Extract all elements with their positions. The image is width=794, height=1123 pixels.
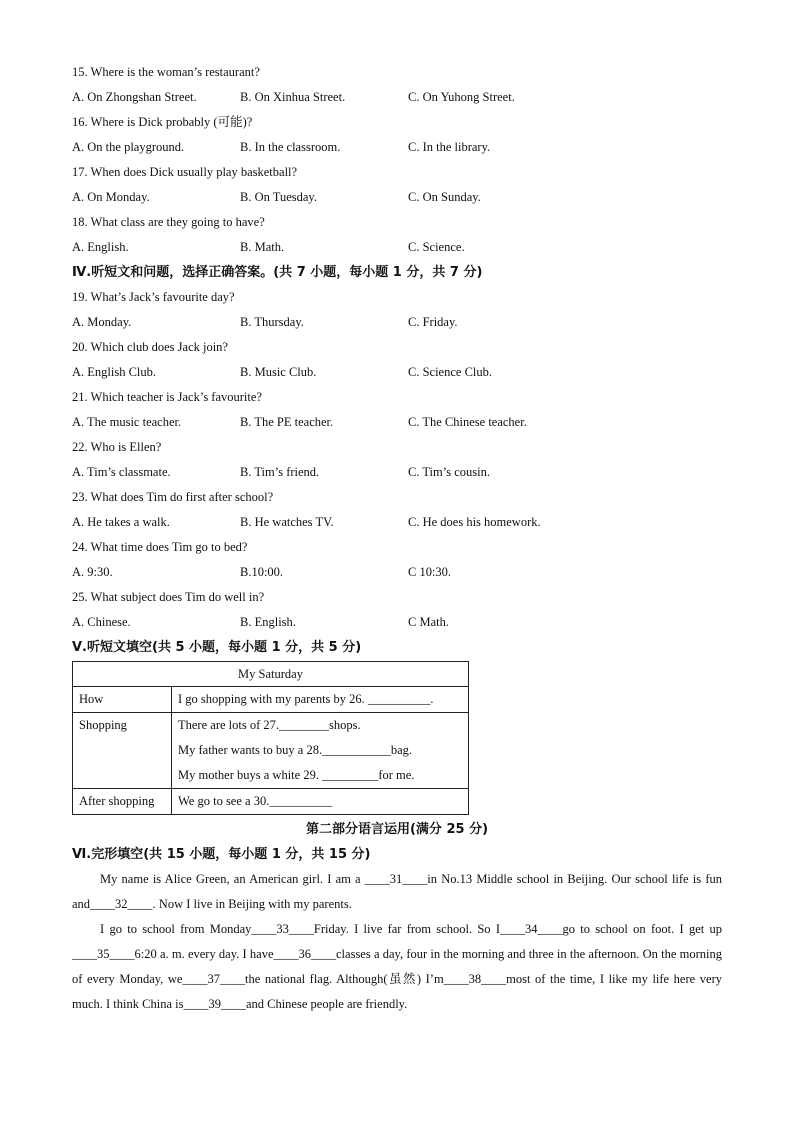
section4-questions	[72, 285, 722, 635]
options-23	[72, 510, 722, 535]
shopping-line-28: My father wants to buy a 28.___________bag.	[178, 743, 412, 757]
option-a: A. Monday.	[72, 315, 132, 329]
after-shopping-text: We go to see a 30.__________	[178, 794, 332, 808]
option-b: B.10:00.	[240, 565, 284, 579]
cloze-paragraph-1: My name is Alice Green, an American girl. I am a ____31____in No.13 Middle school in Beijing. Our school life is fun and____32____. Now I live in Beijing with my parents.	[72, 872, 722, 911]
options-19	[72, 310, 722, 335]
option-c: C. On Yuhong Street.	[408, 90, 515, 104]
option-c: C. Tim’s cousin.	[408, 465, 490, 479]
option-c: C. Science Club.	[408, 365, 493, 379]
option-c: C 10:30.	[408, 565, 452, 579]
section4-heading: Ⅳ.听短文和问题，选择正确答案。(共 7 小题，每小题 1 分，共 7 分)	[72, 265, 483, 280]
option-b: B. On Xinhua Street.	[240, 90, 346, 104]
cloze-paragraph-2: I go to school from Monday____33____Friday. I live far from school. So I____34____go to school on foot. I get up ____35____6:20 a. m. every day. I have____36____classes a day, four in the morning and three in the afternoon. On the morning of every Monday, we____37____the national flag. Although(虽然) I’m____38____most of the time, I like my life here very much. I think China is____39____and Chinese people are friendly.	[72, 922, 722, 1011]
my-saturday-table	[72, 661, 469, 815]
options-22	[72, 460, 722, 485]
option-b: B. The PE teacher.	[240, 415, 334, 429]
option-c: C. The Chinese teacher.	[408, 415, 527, 429]
options-24	[72, 560, 722, 585]
option-a: A. 9:30.	[72, 565, 113, 579]
option-b: B. Thursday.	[240, 315, 304, 329]
how-label: How	[73, 687, 172, 713]
options-18	[72, 235, 722, 260]
section3-questions	[72, 60, 722, 260]
question-24: 24. What time does Tim go to bed?	[72, 540, 248, 554]
option-c: C. Friday.	[408, 315, 458, 329]
option-c: C Math.	[408, 615, 449, 629]
option-a: A. On the playground.	[72, 140, 185, 154]
shopping-label: Shopping	[73, 713, 172, 789]
question-15: 15. Where is the woman’s restaurant?	[72, 65, 260, 79]
option-c: C. Science.	[408, 240, 465, 254]
question-16: 16. Where is Dick probably (可能)?	[72, 115, 253, 129]
part2-heading: 第二部分语言运用(满分 25 分)	[305, 822, 489, 837]
question-17: 17. When does Dick usually play basketball?	[72, 165, 298, 179]
how-text: I go shopping with my parents by 26. __________.	[178, 692, 434, 706]
options-15	[72, 85, 722, 110]
shopping-line-29: My mother buys a white 29. _________for me.	[178, 768, 415, 782]
question-23: 23. What does Tim do first after school?	[72, 490, 274, 504]
section6-heading: Ⅵ.完形填空(共 15 小题，每小题 1 分，共 15 分)	[72, 847, 371, 862]
option-b: B. In the classroom.	[240, 140, 341, 154]
option-a: A. On Monday.	[72, 190, 150, 204]
after-shopping-label: After shopping	[73, 789, 172, 815]
option-c: C. He does his homework.	[408, 515, 541, 529]
option-a: A. English Club.	[72, 365, 157, 379]
option-a: A. English.	[72, 240, 129, 254]
question-18: 18. What class are they going to have?	[72, 215, 265, 229]
option-a: A. On Zhongshan Street.	[72, 90, 197, 104]
question-20: 20. Which club does Jack join?	[72, 340, 228, 354]
exam-page	[72, 60, 722, 1017]
option-c: C. On Sunday.	[408, 190, 481, 204]
question-25: 25. What subject does Tim do well in?	[72, 590, 265, 604]
option-b: B. On Tuesday.	[240, 190, 317, 204]
question-22: 22. Who is Ellen?	[72, 440, 162, 454]
option-b: B. Math.	[240, 240, 285, 254]
options-16	[72, 135, 722, 160]
option-a: A. Chinese.	[72, 615, 131, 629]
option-a: A. The music teacher.	[72, 415, 182, 429]
option-c: C. In the library.	[408, 140, 491, 154]
option-b: B. English.	[240, 615, 296, 629]
section5-heading: Ⅴ.听短文填空(共 5 小题，每小题 1 分，共 5 分)	[72, 640, 362, 655]
table-title: My Saturday	[73, 662, 469, 687]
options-17	[72, 185, 722, 210]
question-19: 19. What’s Jack’s favourite day?	[72, 290, 235, 304]
option-b: B. Music Club.	[240, 365, 317, 379]
shopping-line-27: There are lots of 27.________shops.	[178, 718, 361, 732]
options-20	[72, 360, 722, 385]
option-a: A. Tim’s classmate.	[72, 465, 171, 479]
option-b: B. Tim’s friend.	[240, 465, 320, 479]
options-21	[72, 410, 722, 435]
options-25	[72, 610, 722, 635]
option-a: A. He takes a walk.	[72, 515, 170, 529]
question-21: 21. Which teacher is Jack’s favourite?	[72, 390, 262, 404]
option-b: B. He watches TV.	[240, 515, 334, 529]
